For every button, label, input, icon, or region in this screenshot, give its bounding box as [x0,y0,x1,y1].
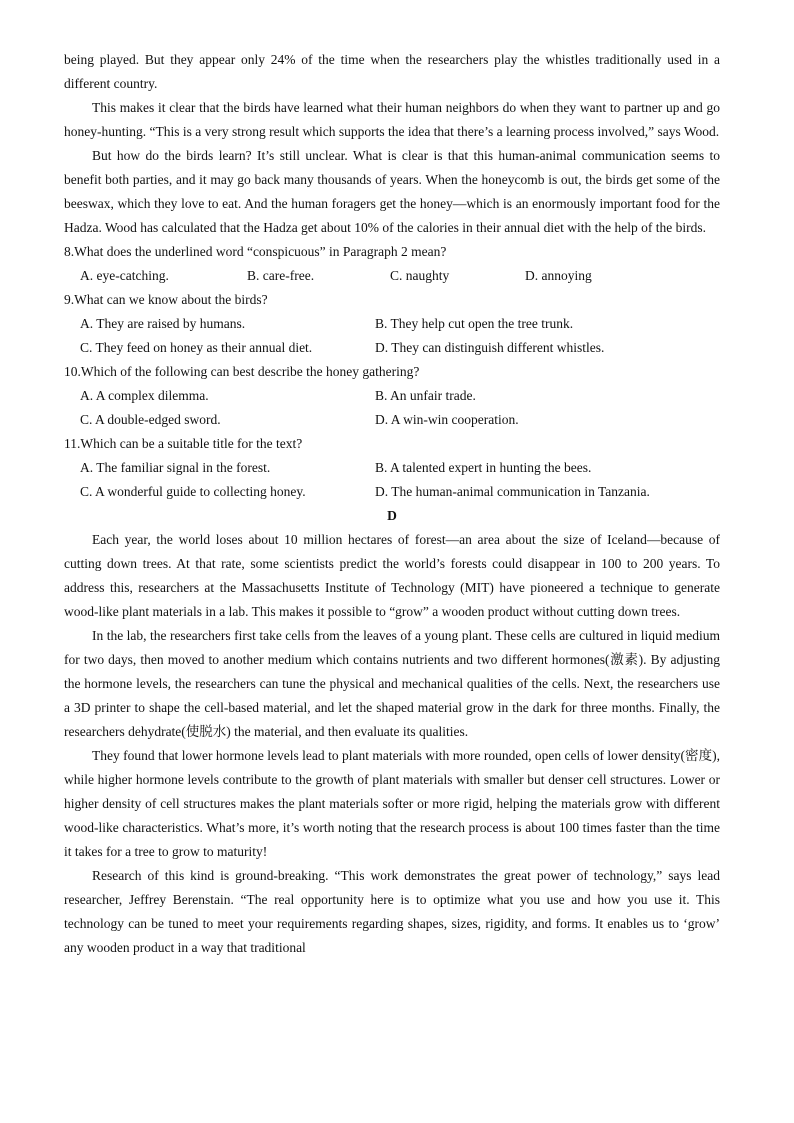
passage-c-paragraph: But how do the birds learn? It’s still unclear. What is clear is that this human-animal communication seems to benefit both parties, and it may go back many thousands of years. When the honeycomb is out, the birds get some of the beeswax, which they love to eat. And the human foragers get the honey—which is an enormously important food for the Hadza. Wood has calculated that the Hadza get about 10% of the calories in their annual diet with the help of the birds. [64,148,720,235]
passage-c-paragraph: being played. But they appear only 24% of the time when the researchers play the whistles traditionally used in a different country. [64,52,720,91]
question-options [64,312,720,360]
option-c: C. naughty [390,268,450,283]
question-options [64,384,720,432]
option-b: B. A talented expert in hunting the bees. [375,460,592,475]
question-options [64,456,720,504]
passage-d-paragraph: In the lab, the researchers first take cells from the leaves of a young plant. These cells are cultured in liquid medium for two days, then moved to another medium which contains nutrients and two different hormones(激素). By adjusting the hormone levels, the researchers can tune the physical and mechanical qualities of the cells. Next, the researchers use a 3D printer to shape the cell-based material, and let the shaped material grow in the dark for three months. Finally, the researchers dehydrate(使脱水) the material, and then evaluate its qualities. [64,628,720,739]
option-a: A. The familiar signal in the forest. [80,460,271,475]
question-stem: 8.What does the underlined word “conspicuous” in Paragraph 2 mean? [64,244,447,259]
exam-page [64,48,720,960]
option-c: C. A double-edged sword. [80,412,221,427]
option-b: B. care-free. [247,268,315,283]
question-stem: 9.What can we know about the birds? [64,292,268,307]
option-d: D. annoying [525,268,592,283]
question-options [64,264,720,288]
option-d: D. A win-win cooperation. [375,412,519,427]
passage-d-paragraph: They found that lower hormone levels lead to plant materials with more rounded, open cells of lower density(密度), while higher hormone levels contribute to the growth of plant materials with smaller but denser cell structures. Lower or higher density of cell structures makes the plant materials softer or more rigid, helping the materials grow with different wood-like characteristics. What’s more, it’s worth noting that the research process is about 100 times faster than the time it takes for a tree to grow to maturity! [64,748,720,859]
section-heading-d: D [387,508,397,523]
option-b: B. An unfair trade. [375,388,476,403]
question-8 [64,240,720,288]
question-10 [64,360,720,432]
passage-d-paragraph: Each year, the world loses about 10 million hectares of forest—an area about the size of Iceland—because of cutting down trees. At that rate, some scientists predict the world’s forests could disappear in 100 to 200 years. To address this, researchers at the Massachusetts Institute of Technology (MIT) have pioneered a technique to generate wood-like plant materials in a lab. This makes it possible to “grow” a wooden product without cutting down trees. [64,532,720,619]
option-a: A. eye-catching. [80,268,169,283]
option-b: B. They help cut open the tree trunk. [375,316,574,331]
option-c: C. They feed on honey as their annual diet. [80,340,313,355]
option-d: D. They can distinguish different whistles. [375,340,605,355]
option-c: C. A wonderful guide to collecting honey. [80,484,306,499]
question-11 [64,432,720,504]
option-a: A. A complex dilemma. [80,388,209,403]
passage-d-paragraph: Research of this kind is ground-breaking. “This work demonstrates the great power of technology,” says lead researcher, Jeffrey Berenstain. “The real opportunity here is to optimize what you use and how you use it. This technology can be tuned to meet your requirements regarding shapes, sizes, rigidity, and forms. It enables us to ‘grow’ any wooden product in a way that traditional [64,868,720,955]
question-stem: 10.Which of the following can best describe the honey gathering? [64,364,420,379]
option-d: D. The human-animal communication in Tanzania. [375,484,650,499]
option-a: A. They are raised by humans. [80,316,246,331]
passage-c-paragraph: This makes it clear that the birds have learned what their human neighbors do when they want to partner up and go honey-hunting. “This is a very strong result which supports the idea that there’s a learning process involved,” says Wood. [64,100,720,139]
question-stem: 11.Which can be a suitable title for the text? [64,436,303,451]
question-9 [64,288,720,360]
